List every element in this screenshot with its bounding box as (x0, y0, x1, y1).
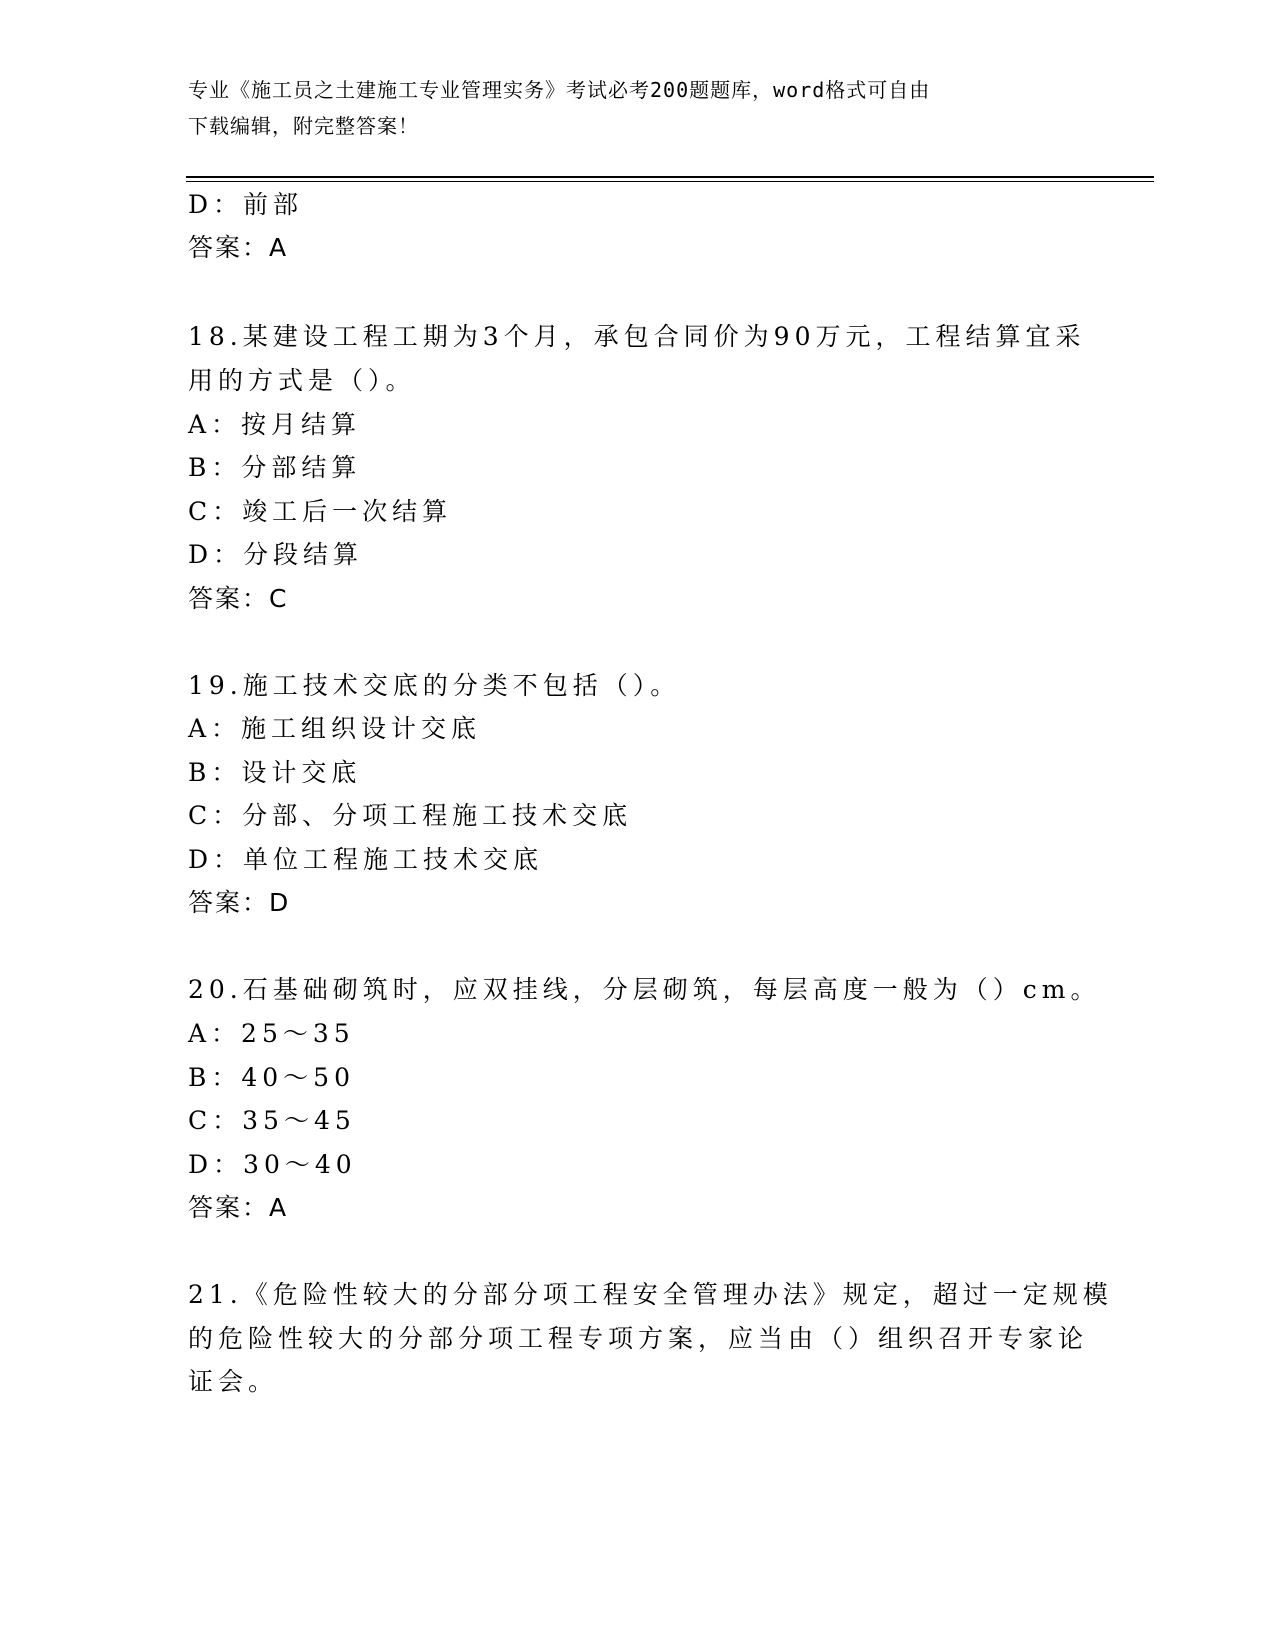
header-divider-thin (186, 181, 1154, 182)
header-line-2: 下载编辑，附完整答案！ (188, 114, 419, 138)
option-b: B：40～50 (188, 1063, 355, 1092)
answer: 答案：D (188, 888, 291, 917)
option-a: A：按月结算 (188, 410, 362, 439)
option-c: C：分部、分项工程施工技术交底 (188, 801, 633, 830)
question-stem-cont: 证会。 (188, 1367, 279, 1396)
option-d: D：分段结算 (188, 540, 364, 569)
header-divider-thick (186, 176, 1154, 178)
question-stem: 19.施工技术交底的分类不包括（）。 (188, 671, 681, 700)
option-d: D：单位工程施工技术交底 (188, 845, 544, 874)
header-line-1: 专业《施工员之土建施工专业管理实务》考试必考200题题库，word格式可自由 (188, 78, 931, 102)
option-c: C：35～45 (188, 1106, 356, 1135)
prev-option-d: D：前部 (188, 190, 304, 219)
question-stem: 21.《危险性较大的分部分项工程安全管理办法》规定，超过一定规模 (188, 1280, 1113, 1309)
option-b: B：设计交底 (188, 758, 362, 787)
option-a: A：施工组织设计交底 (188, 714, 482, 743)
option-d: D：30～40 (188, 1150, 357, 1179)
prev-answer: 答案：A (188, 233, 289, 262)
document-header (188, 72, 1088, 144)
question-stem-cont: 用的方式是（）。 (188, 366, 416, 395)
option-a: A：25～35 (188, 1019, 355, 1048)
question-stem-cont: 的危险性较大的分部分项工程专项方案，应当由（）组织召开专家论 (188, 1324, 1089, 1353)
question-stem: 18.某建设工程工期为3个月，承包合同价为90万元，工程结算宜采 (188, 322, 1086, 351)
answer: 答案：A (188, 1193, 289, 1222)
option-b: B：分部结算 (188, 453, 362, 482)
option-c: C：竣工后一次结算 (188, 497, 453, 526)
answer: 答案：C (188, 584, 289, 613)
question-stem: 20.石基础砌筑时，应双挂线，分层砌筑，每层高度一般为（）cm。 (188, 975, 1101, 1004)
